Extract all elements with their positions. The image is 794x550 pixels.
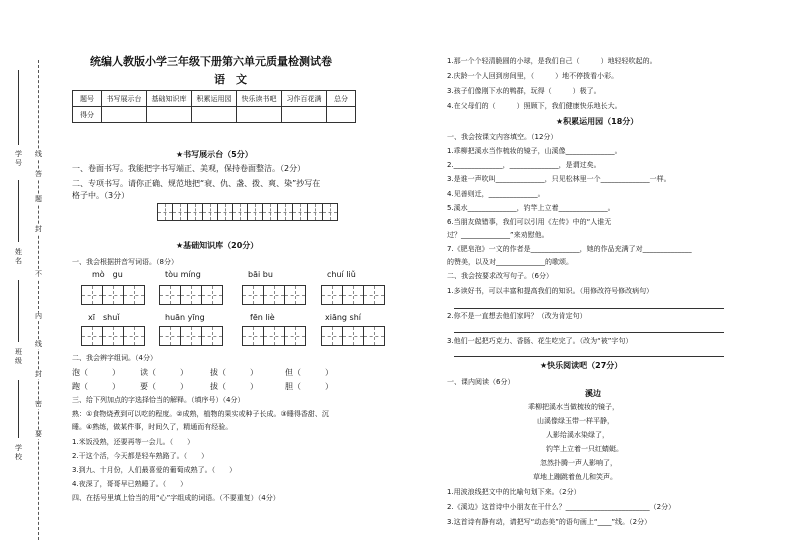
banji-blank	[18, 280, 19, 342]
zuci-item[interactable]: 拔（ ）	[210, 368, 258, 377]
pinyin-box[interactable]	[322, 285, 385, 305]
seal-char: 线	[35, 150, 42, 158]
pinyin-box[interactable]	[243, 326, 306, 346]
accum-q1-7a: 7.《肥皂泡》一文的作者是______________，她的作品充满了对______________	[447, 245, 692, 253]
basics-q3-def1: 熟：①食物烧煮到可以吃的程度。②成熟，植物的果实或种子长成。③睡得香甜、沉	[72, 410, 329, 418]
label-xingming: 姓名	[15, 248, 22, 265]
right-r2: 2.庆龄一个人回到房间里，（ ）地不停拨看小彩。	[447, 72, 619, 80]
poem-line: 草地上蹦跳着鱼儿和笑声。	[533, 473, 617, 481]
pinyin: bāi bu	[248, 270, 273, 279]
right-r3: 3.孩子们像刚下水的鸭群，玩得（ ）极了。	[447, 87, 601, 95]
answer-line[interactable]	[454, 356, 724, 357]
xuehao-blank	[18, 70, 19, 145]
label-xuexiao: 学校	[15, 444, 22, 461]
seal-char: 答	[35, 170, 42, 178]
seal-char: 封	[35, 225, 42, 233]
pinyin: xī shuǐ	[88, 313, 120, 322]
accum-q1-6a: 6.当朋友做错事，我们可以引用《左传》中的“人谁无	[447, 218, 612, 226]
accum-q1: 一、我会按课文内容填空。（12分）	[447, 133, 558, 141]
col-tihao: 题号	[73, 91, 102, 107]
binding-dashed-line	[38, 60, 39, 540]
accum-q1-3: 3.是谁一声吹叫______________，只见松林里一个______________一样。	[447, 175, 671, 183]
reading-q1: 一、课内阅读（6分）	[447, 378, 515, 386]
basics-q3-s4: 4.夜深了，哥哥早已熟睡了。（ ）	[72, 480, 188, 488]
zuci-item[interactable]: 拔（ ）	[210, 382, 258, 391]
accum-q1-4: 4.见善则迁，______________。	[447, 190, 545, 198]
basics-q3: 三、给下列加点的字选择恰当的解释。（填序号）（4分）	[72, 396, 245, 404]
seal-char: 题	[35, 195, 42, 203]
accum-q1-7b: 的赞美，以及对______________的歌颂。	[447, 258, 573, 266]
answer-line[interactable]	[454, 332, 724, 333]
basics-q1: 一、我会根据拼音写词语。（8分）	[72, 258, 178, 266]
accum-q2: 二、我会按要求改写句子。（6分）	[447, 272, 553, 280]
poem-title: 溪边	[585, 389, 601, 398]
score-cell[interactable]	[147, 107, 192, 123]
accum-q2-3: 3.他们一起把巧克力、香肠、花生吃完了。（改为“被”字句）	[447, 337, 633, 345]
basics-q3-s3: 3.到九、十月份，人们最喜爱的葡萄成熟了。（ ）	[72, 466, 237, 474]
accum-heading: ★积累运用园（18分）	[556, 117, 639, 126]
pinyin: chuí liǔ	[327, 270, 356, 279]
score-cell[interactable]	[282, 107, 327, 123]
pinyin: fēn liè	[250, 313, 275, 322]
right-r1: 1.那一个个轻清脆圆的小球，是我们自己（ ）地轻轻吹起的。	[447, 57, 657, 65]
seal-char: 不	[35, 270, 42, 278]
reading-rq2: 2.《溪边》这首诗中小朋友在干什么？________________________（2分）	[447, 503, 676, 511]
accum-q1-1: 1.乖柳把溪水当作梳妆的镜子，山溪像______________。	[447, 147, 622, 155]
writing-q2b: 格子中。（3分）	[72, 191, 130, 200]
basics-q4: 四、在括号里填上恰当的用“心”字组成的词语。（不要重复）（4分）	[72, 494, 280, 502]
score-cell[interactable]	[237, 107, 282, 123]
label-xuehao: 学号	[15, 150, 22, 167]
zuci-item[interactable]: 要（ ）	[140, 382, 188, 391]
subject-title: 语 文	[214, 73, 247, 86]
writing-q1: 一、卷面书写。我能把字书写端正、美观，保持卷面整洁。（2分）	[72, 164, 306, 173]
pinyin-box[interactable]	[322, 326, 385, 346]
pinyin: tòu míng	[165, 270, 201, 279]
basics-q3-def2: 睡。④熟练，做某件事，时间久了，精通而有经验。	[72, 423, 233, 431]
zuci-item[interactable]: 但（ ）	[285, 368, 333, 377]
writing-grid[interactable]	[158, 203, 338, 221]
reading-rq1: 1.用波浪线把文中的比喻句划下来。（2分）	[447, 488, 581, 496]
seal-char: 内	[35, 312, 42, 320]
writing-heading: ★书写展示台（5分）	[176, 150, 253, 159]
zuci-item[interactable]: 胆（ ）	[285, 382, 333, 391]
row-defen: 得分	[73, 107, 102, 123]
score-cell[interactable]	[102, 107, 147, 123]
pinyin: xiāng shí	[325, 313, 362, 322]
pinyin-box[interactable]	[243, 285, 306, 305]
writing-q2a: 二、专项书写。请你正确、规范地把“衰、仇、盏、拨、爽、染”抄写在	[72, 179, 321, 188]
answer-line[interactable]	[454, 308, 724, 309]
label-banji: 班级	[15, 348, 22, 365]
score-cell[interactable]	[327, 107, 356, 123]
col-xizuo: 习作百花满	[282, 91, 327, 107]
reading-heading: ★快乐阅读吧（27分）	[540, 361, 623, 370]
col-jichu: 基础知识库	[147, 91, 192, 107]
accum-q2-1: 1.多读好书，可以丰富和提高我们的知识。（用修改符号修改病句）	[447, 287, 654, 295]
right-r4: 4.在父母们的（ ）照顾下，我们健康快乐地长大。	[447, 102, 622, 110]
basics-q3-s1: 1.米饭没熟，还要再等一会儿。（ ）	[72, 438, 195, 446]
accum-q1-5: 5.溪水______________，钓竿上立着______________。	[447, 204, 615, 212]
col-jilei: 积累运用园	[192, 91, 237, 107]
accum-q1-2: 2.______________，______________，是谓过矣。	[447, 161, 601, 169]
score-table	[72, 90, 356, 123]
basics-q2: 二、我会辨字组词。（4分）	[72, 354, 157, 362]
xingming-blank	[18, 180, 19, 242]
poem-line: 乖柳把溪水当做梳妆的镜子，	[528, 403, 619, 411]
seal-char: 封	[35, 370, 42, 378]
col-kuaile: 快乐读书吧	[237, 91, 282, 107]
xuexiao-blank	[18, 380, 19, 438]
pinyin-box[interactable]	[160, 326, 223, 346]
pinyin: mò gu	[92, 270, 123, 279]
accum-q2-2: 2.你不是一直想去他们家吗？（改为肯定句）	[447, 312, 587, 320]
reading-rq3: 3.这首诗有静有动，请把写“动态美”的语句画上“____”线。（2分）	[447, 518, 652, 526]
seal-char: 要	[35, 430, 42, 438]
poem-line: 人影给溪水染绿了，	[546, 431, 609, 439]
pinyin-box[interactable]	[160, 285, 223, 305]
poem-line: 钓竿上立着一只红蜻蜓。	[546, 445, 623, 453]
pinyin-box[interactable]	[82, 285, 145, 305]
seal-char: 密	[35, 400, 42, 408]
col-shuxie: 书写展示台	[102, 91, 147, 107]
pinyin-box[interactable]	[82, 326, 145, 346]
zuci-item[interactable]: 泡（ ）	[72, 368, 120, 377]
basics-heading: ★基础知识库（20分）	[176, 241, 259, 250]
pinyin: huān yīng	[165, 313, 205, 322]
zuci-item[interactable]: 读（ ）	[140, 368, 188, 377]
col-zongfen: 总分	[327, 91, 356, 107]
score-cell[interactable]	[192, 107, 237, 123]
poem-line: 忽然扑腾一声人影响了，	[540, 459, 617, 467]
page-title: 统编人教版小学三年级下册第六单元质量检测试卷	[90, 55, 332, 68]
seal-char: 线	[35, 340, 42, 348]
basics-q3-s2: 2.干这个活，今天都是轻车熟路了。（ ）	[72, 452, 209, 460]
poem-line: 山溪像绿玉带一样平静，	[537, 417, 614, 425]
zuci-item[interactable]: 跑（ ）	[72, 382, 120, 391]
accum-q1-6b: 过？______________”来劝慰他。	[447, 231, 549, 239]
